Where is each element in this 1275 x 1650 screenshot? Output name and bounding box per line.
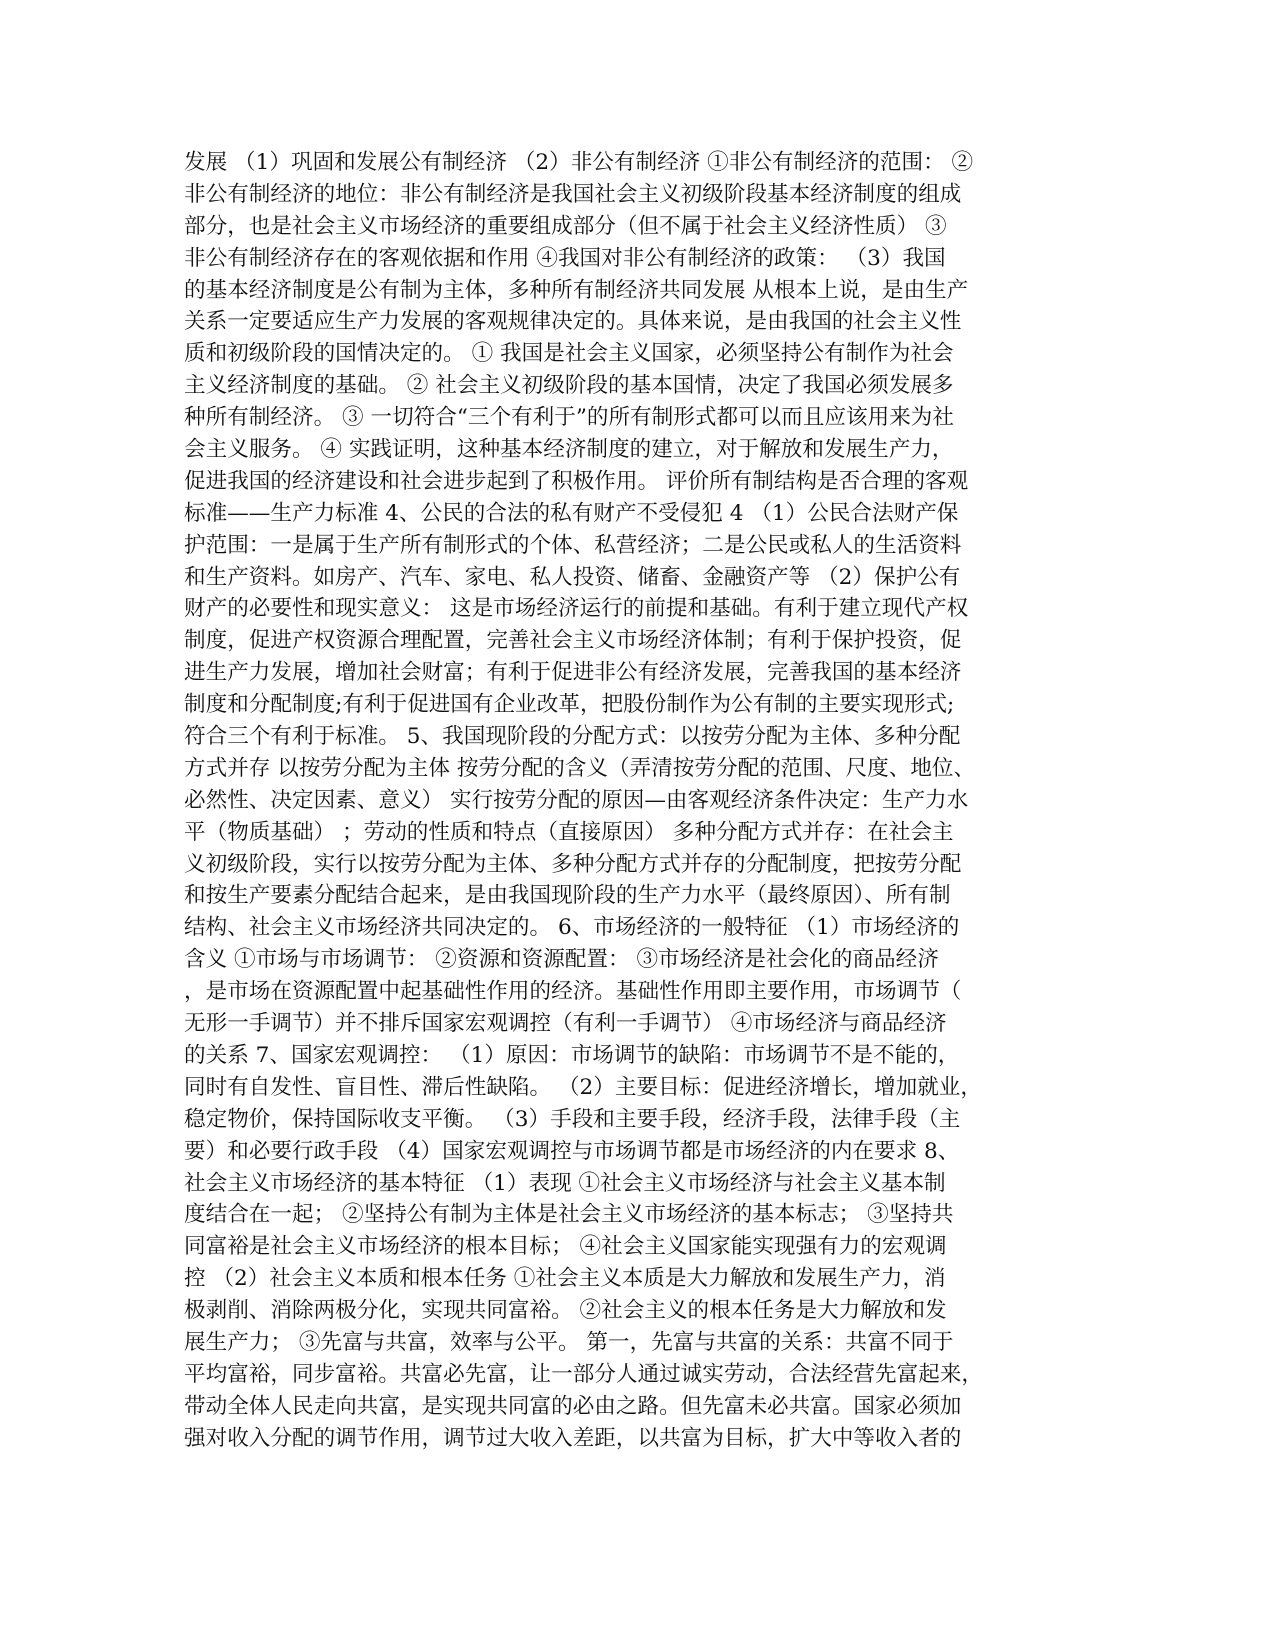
text-line: 符合三个有利于标准。 5、我国现阶段的分配方式：以按劳分配为主体、多种分配	[184, 724, 961, 750]
text-line: 标准——生产力标准 4、公民的合法的私有财产不受侵犯 4 （1）公民合法财产保	[184, 500, 959, 526]
text-line: 非公有制经济的地位：非公有制经济是我国社会主义初级阶段基本经济制度的组成	[184, 181, 962, 207]
text-line: 含义 ①市场与市场调节： ②资源和资源配置： ③市场经济是社会化的商品经济	[184, 947, 939, 973]
text-line: 必然性、决定因素、意义） 实行按劳分配的原因—由客观经济条件决定：生产力水	[184, 787, 969, 813]
text-line: 无形一手调节）并不排斥国家宏观调控（有利一手调节） ④市场经济与商品经济	[184, 1011, 947, 1037]
text-line: ，是市场在资源配置中起基础性作用的经济。基础性作用即主要作用，市场调节（	[184, 979, 962, 1005]
text-line: 财产的必要性和现实意义： 这是市场经济运行的前提和基础。有利于建立现代产权	[184, 596, 969, 622]
text-line: 的基本经济制度是公有制为主体，多种所有制经济共同发展 从根本上说，是由生产	[184, 277, 969, 303]
text-line: 平（物质基础） ；劳动的性质和特点（直接原因） 多种分配方式并存：在社会主	[184, 819, 954, 845]
text-line: 制度，促进产权资源合理配置，完善社会主义市场经济体制；有利于保护投资，促	[184, 628, 962, 654]
text-line: 展生产力； ③先富与共富，效率与公平。 第一，先富与共富的关系：共富不同于	[184, 1329, 954, 1355]
text-line: 方式并存 以按劳分配为主体 按劳分配的含义（弄清按劳分配的范围、尺度、地位、	[184, 755, 976, 781]
text-line: 强对收入分配的调节作用，调节过大收入差距，以共富为目标，扩大中等收入者的	[184, 1425, 962, 1451]
text-line: 关系一定要适应生产力发展的客观规律决定的。具体来说，是由我国的社会主义性	[184, 309, 962, 335]
text-line: 促进我国的经济建设和社会进步起到了积极作用。 评价所有制结构是否合理的客观	[184, 468, 969, 494]
text-line: 的关系 7、国家宏观调控： （1）原因：市场调节的缺陷：市场调节不是不能的，	[184, 1042, 960, 1068]
text-line: 部分，也是社会主义市场经济的重要组成部分（但不属于社会主义经济性质） ③	[184, 213, 947, 239]
body-text	[184, 147, 1076, 1455]
text-line: 结构、社会主义市场经济共同决定的。 6、市场经济的一般特征 （1）市场经济的	[184, 915, 960, 941]
text-line: 护范围：一是属于生产所有制形式的个体、私营经济；二是公民或私人的生活资料	[184, 532, 962, 558]
text-line: 质和初级阶段的国情决定的。 ① 我国是社会主义国家，必须坚持公有制作为社会	[184, 341, 954, 367]
text-line: 控 （2）社会主义本质和根本任务 ①社会主义本质是大力解放和发展生产力，消	[184, 1266, 946, 1292]
text-line: 要）和必要行政手段 （4）国家宏观调控与市场调节都是市场经济的内在要求 8、	[184, 1138, 960, 1164]
text-line: 带动全体人民走向共富，是实现共同富的必由之路。但先富未必共富。国家必须加	[184, 1393, 962, 1419]
text-line: 稳定物价，保持国际收支平衡。 （3）手段和主要手段，经济手段，法律手段（主	[184, 1106, 961, 1132]
text-line: 社会主义市场经济的基本特征 （1）表现 ①社会主义市场经济与社会主义基本制	[184, 1170, 946, 1196]
text-line: 同富裕是社会主义市场经济的根本目标； ④社会主义国家能实现强有力的宏观调	[184, 1234, 947, 1260]
text-line: 主义经济制度的基础。 ② 社会主义初级阶段的基本国情，决定了我国必须发展多	[184, 373, 954, 399]
text-line: 会主义服务。 ④ 实践证明，这种基本经济制度的建立，对于解放和发展生产力，	[184, 437, 954, 463]
text-line: 非公有制经济存在的客观依据和作用 ④我国对非公有制经济的政策： （3）我国	[184, 245, 946, 271]
text-line: 义初级阶段，实行以按劳分配为主体、多种分配方式并存的分配制度，把按劳分配	[184, 851, 962, 877]
text-line: 平均富裕，同步富裕。共富必先富，让一部分人通过诚实劳动，合法经营先富起来，	[184, 1361, 983, 1387]
text-line: 度结合在一起； ②坚持公有制为主体是社会主义市场经济的基本标志； ③坚持共	[184, 1202, 954, 1228]
text-line: 和按生产要素分配结合起来，是由我国现阶段的生产力水平（最终原因）、所有制	[184, 883, 951, 909]
text-line: 发展 （1）巩固和发展公有制经济 （2）非公有制经济 ①非公有制经济的范围： ②	[184, 150, 974, 175]
text-line: 和生产资料。如房产、汽车、家电、私人投资、储畜、金融资产等 （2）保护公有	[184, 564, 961, 590]
text-line: 进生产力发展，增加社会财富；有利于促进非公有经济发展，完善我国的基本经济	[184, 660, 962, 686]
text-line: 种所有制经济。 ③ 一切符合“三个有利于”的所有制形式都可以而且应该用来为社	[184, 405, 954, 431]
text-line: 制度和分配制度;有利于促进国有企业改革，把股份制作为公有制的主要实现形式;	[184, 692, 955, 718]
text-line: 同时有自发性、盲目性、滞后性缺陷。 （2）主要目标：促进经济增长，增加就业，	[184, 1074, 982, 1100]
text-line: 极剥削、消除两极分化，实现共同富裕。 ②社会主义的根本任务是大力解放和发	[184, 1298, 947, 1324]
